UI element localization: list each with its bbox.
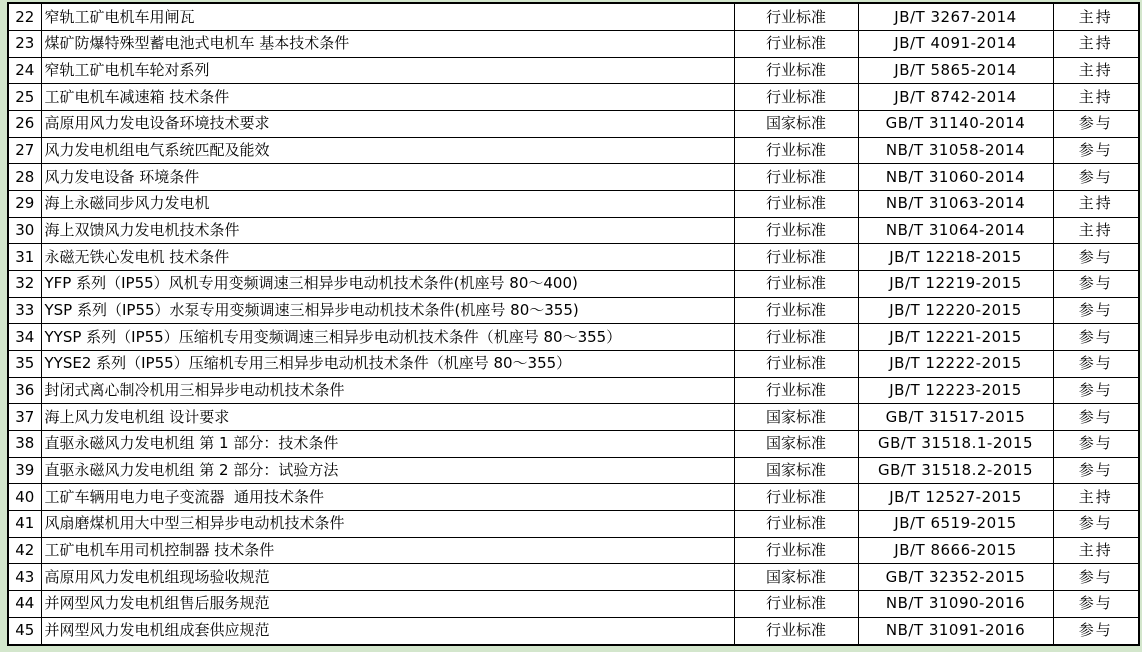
role-cell[interactable]: 参与 [1053, 244, 1139, 271]
standard-code-cell[interactable]: JB/T 12219-2015 [858, 271, 1053, 298]
role-cell[interactable]: 参与 [1053, 404, 1139, 431]
standard-type-cell[interactable]: 国家标准 [734, 404, 858, 431]
row-number-cell[interactable]: 39 [8, 457, 41, 484]
standard-type-cell[interactable]: 行业标准 [734, 324, 858, 351]
standard-type-cell[interactable]: 国家标准 [734, 564, 858, 591]
table-row [8, 191, 1139, 218]
standard-name-cell[interactable]: 直驱永磁风力发电机组 第 1 部分：技术条件 [41, 431, 734, 458]
standard-name-cell[interactable]: 封闭式离心制冷机用三相异步电动机技术条件 [41, 377, 734, 404]
standard-code-cell[interactable]: GB/T 31517-2015 [858, 404, 1053, 431]
table-row [8, 137, 1139, 164]
role-cell[interactable]: 主持 [1053, 217, 1139, 244]
table-row [8, 244, 1139, 271]
standard-code-cell[interactable]: JB/T 3267-2014 [858, 3, 1053, 31]
standard-name-cell[interactable]: 窄轨工矿电机车轮对系列 [41, 57, 734, 84]
row-number-cell[interactable]: 40 [8, 484, 41, 511]
standard-code-cell[interactable]: JB/T 8666-2015 [858, 537, 1053, 564]
standard-type-cell[interactable]: 行业标准 [734, 537, 858, 564]
table-row [8, 537, 1139, 564]
row-number-cell[interactable]: 30 [8, 217, 41, 244]
role-cell[interactable]: 参与 [1053, 271, 1139, 298]
standard-type-cell[interactable]: 国家标准 [734, 431, 858, 458]
table-row [8, 111, 1139, 138]
row-number-cell[interactable]: 36 [8, 377, 41, 404]
row-number-cell[interactable]: 38 [8, 431, 41, 458]
role-cell[interactable]: 主持 [1053, 57, 1139, 84]
standard-name-cell[interactable]: 海上双馈风力发电机技术条件 [41, 217, 734, 244]
standard-code-cell[interactable]: NB/T 31060-2014 [858, 164, 1053, 191]
standard-name-cell[interactable]: 海上永磁同步风力发电机 [41, 191, 734, 218]
standard-code-cell[interactable]: JB/T 5865-2014 [858, 57, 1053, 84]
standard-name-cell[interactable]: 煤矿防爆特殊型蓄电池式电机车 基本技术条件 [41, 31, 734, 58]
standard-name-cell[interactable]: YFP 系列（IP55）风机专用变频调速三相异步电动机技术条件(机座号 80～400) [41, 271, 734, 298]
standard-type-cell[interactable]: 行业标准 [734, 137, 858, 164]
standard-name-cell[interactable]: 高原用风力发电机组现场验收规范 [41, 564, 734, 591]
table-row [8, 57, 1139, 84]
standard-code-cell[interactable]: JB/T 12220-2015 [858, 297, 1053, 324]
standard-name-cell[interactable]: 并网型风力发电机组售后服务规范 [41, 591, 734, 618]
standard-name-cell[interactable]: 风力发电设备 环境条件 [41, 164, 734, 191]
role-cell[interactable]: 主持 [1053, 191, 1139, 218]
row-number-cell[interactable]: 29 [8, 191, 41, 218]
standard-name-cell[interactable]: 风力发电机组电气系统匹配及能效 [41, 137, 734, 164]
standard-type-cell[interactable]: 行业标准 [734, 591, 858, 618]
standard-code-cell[interactable]: JB/T 12218-2015 [858, 244, 1053, 271]
role-cell[interactable]: 参与 [1053, 377, 1139, 404]
row-number-cell[interactable]: 31 [8, 244, 41, 271]
table-row [8, 217, 1139, 244]
role-cell[interactable]: 主持 [1053, 84, 1139, 111]
row-number-cell[interactable]: 25 [8, 84, 41, 111]
standard-name-cell[interactable]: 永磁无铁心发电机 技术条件 [41, 244, 734, 271]
table-row [8, 3, 1139, 31]
role-cell[interactable]: 参与 [1053, 351, 1139, 378]
table-row [8, 511, 1139, 538]
standard-type-cell[interactable]: 行业标准 [734, 31, 858, 58]
standard-name-cell[interactable]: 直驱永磁风力发电机组 第 2 部分：试验方法 [41, 457, 734, 484]
table-row [8, 377, 1139, 404]
standard-name-cell[interactable]: YSP 系列（IP55）水泵专用变频调速三相异步电动机技术条件(机座号 80～355) [41, 297, 734, 324]
row-number-cell[interactable]: 45 [8, 617, 41, 645]
standard-name-cell[interactable]: 工矿车辆用电力电子变流器 通用技术条件 [41, 484, 734, 511]
table-row [8, 324, 1139, 351]
role-cell[interactable]: 参与 [1053, 617, 1139, 645]
row-number-cell[interactable]: 42 [8, 537, 41, 564]
standard-name-cell[interactable]: 风扇磨煤机用大中型三相异步电动机技术条件 [41, 511, 734, 538]
standard-type-cell[interactable]: 行业标准 [734, 271, 858, 298]
standard-name-cell[interactable]: YYSE2 系列（IP55）压缩机专用三相异步电动机技术条件（机座号 80～355） [41, 351, 734, 378]
row-number-cell[interactable]: 26 [8, 111, 41, 138]
role-cell[interactable]: 参与 [1053, 137, 1139, 164]
standards-table [7, 2, 1140, 646]
standard-code-cell[interactable]: JB/T 4091-2014 [858, 31, 1053, 58]
row-number-cell[interactable]: 43 [8, 564, 41, 591]
table-row [8, 617, 1139, 645]
role-cell[interactable]: 主持 [1053, 537, 1139, 564]
standard-name-cell[interactable]: 工矿电机车用司机控制器 技术条件 [41, 537, 734, 564]
table-row [8, 31, 1139, 58]
row-number-cell[interactable]: 28 [8, 164, 41, 191]
standard-type-cell[interactable]: 行业标准 [734, 3, 858, 31]
row-number-cell[interactable]: 32 [8, 271, 41, 298]
standard-code-cell[interactable]: JB/T 8742-2014 [858, 84, 1053, 111]
role-cell[interactable]: 参与 [1053, 111, 1139, 138]
row-number-cell[interactable]: 41 [8, 511, 41, 538]
standard-code-cell[interactable]: GB/T 31518.2-2015 [858, 457, 1053, 484]
standard-code-cell[interactable]: GB/T 31518.1-2015 [858, 431, 1053, 458]
table-row [8, 84, 1139, 111]
standard-code-cell[interactable]: GB/T 31140-2014 [858, 111, 1053, 138]
standard-name-cell[interactable]: 工矿电机车减速箱 技术条件 [41, 84, 734, 111]
standard-type-cell[interactable]: 行业标准 [734, 351, 858, 378]
role-cell[interactable]: 参与 [1053, 457, 1139, 484]
row-number-cell[interactable]: 22 [8, 3, 41, 31]
row-number-cell[interactable]: 44 [8, 591, 41, 618]
role-cell[interactable]: 参与 [1053, 431, 1139, 458]
role-cell[interactable]: 参与 [1053, 297, 1139, 324]
standard-type-cell[interactable]: 行业标准 [734, 377, 858, 404]
table-row [8, 271, 1139, 298]
standard-code-cell[interactable]: NB/T 31058-2014 [858, 137, 1053, 164]
role-cell[interactable]: 主持 [1053, 3, 1139, 31]
standard-type-cell[interactable]: 行业标准 [734, 617, 858, 645]
table-row [8, 564, 1139, 591]
standard-type-cell[interactable]: 行业标准 [734, 164, 858, 191]
table-row [8, 164, 1139, 191]
row-number-cell[interactable]: 24 [8, 57, 41, 84]
row-number-cell[interactable]: 34 [8, 324, 41, 351]
standard-type-cell[interactable]: 行业标准 [734, 511, 858, 538]
role-cell[interactable]: 参与 [1053, 324, 1139, 351]
standard-code-cell[interactable]: NB/T 31063-2014 [858, 191, 1053, 218]
table-row [8, 404, 1139, 431]
standard-type-cell[interactable]: 国家标准 [734, 457, 858, 484]
standard-name-cell[interactable]: YYSP 系列（IP55）压缩机专用变频调速三相异步电动机技术条件（机座号 80～355） [41, 324, 734, 351]
row-number-cell[interactable]: 27 [8, 137, 41, 164]
standard-code-cell[interactable]: NB/T 31064-2014 [858, 217, 1053, 244]
standard-type-cell[interactable]: 行业标准 [734, 217, 858, 244]
standard-type-cell[interactable]: 行业标准 [734, 57, 858, 84]
standard-code-cell[interactable]: JB/T 12221-2015 [858, 324, 1053, 351]
table-row [8, 431, 1139, 458]
role-cell[interactable]: 参与 [1053, 564, 1139, 591]
table-row [8, 297, 1139, 324]
table-row [8, 457, 1139, 484]
role-cell[interactable]: 参与 [1053, 511, 1139, 538]
table-row [8, 351, 1139, 378]
standard-code-cell[interactable]: JB/T 6519-2015 [858, 511, 1053, 538]
standard-code-cell[interactable]: GB/T 32352-2015 [858, 564, 1053, 591]
role-cell[interactable]: 参与 [1053, 591, 1139, 618]
standard-name-cell[interactable]: 海上风力发电机组 设计要求 [41, 404, 734, 431]
role-cell[interactable]: 主持 [1053, 484, 1139, 511]
standard-code-cell[interactable]: JB/T 12222-2015 [858, 351, 1053, 378]
row-number-cell[interactable]: 37 [8, 404, 41, 431]
standard-name-cell[interactable]: 窄轨工矿电机车用闸瓦 [41, 3, 734, 31]
standard-type-cell[interactable]: 行业标准 [734, 484, 858, 511]
row-number-cell[interactable]: 35 [8, 351, 41, 378]
standard-name-cell[interactable]: 并网型风力发电机组成套供应规范 [41, 617, 734, 645]
row-number-cell[interactable]: 33 [8, 297, 41, 324]
role-cell[interactable]: 主持 [1053, 31, 1139, 58]
standard-type-cell[interactable]: 行业标准 [734, 84, 858, 111]
standard-code-cell[interactable]: NB/T 31091-2016 [858, 617, 1053, 645]
standard-type-cell[interactable]: 行业标准 [734, 191, 858, 218]
standard-code-cell[interactable]: NB/T 31090-2016 [858, 591, 1053, 618]
standard-code-cell[interactable]: JB/T 12527-2015 [858, 484, 1053, 511]
table-row [8, 591, 1139, 618]
standard-type-cell[interactable]: 国家标准 [734, 111, 858, 138]
standard-name-cell[interactable]: 高原用风力发电设备环境技术要求 [41, 111, 734, 138]
standard-type-cell[interactable]: 行业标准 [734, 297, 858, 324]
table-row [8, 484, 1139, 511]
standard-type-cell[interactable]: 行业标准 [734, 244, 858, 271]
role-cell[interactable]: 参与 [1053, 164, 1139, 191]
standard-code-cell[interactable]: JB/T 12223-2015 [858, 377, 1053, 404]
row-number-cell[interactable]: 23 [8, 31, 41, 58]
